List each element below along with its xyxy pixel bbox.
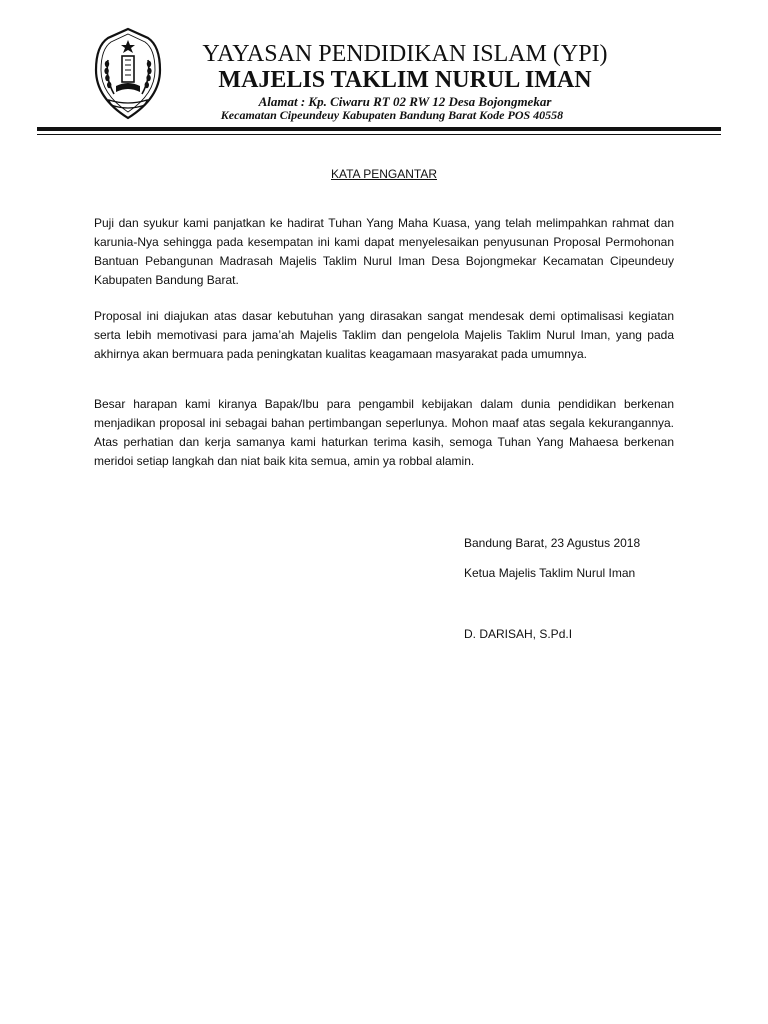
institution-name: MAJELIS TAKLIM NURUL IMAN (218, 67, 592, 93)
letterhead-divider-thin (37, 134, 721, 135)
address-line-1: Alamat : Kp. Ciwaru RT 02 RW 12 Desa Bojongmekar (258, 94, 552, 109)
paragraph-2: Proposal ini diajukan atas dasar kebutuhan yang dirasakan sangat mendesak demi optimalisasi kegiatan serta lebih memotivasi para jama’ah Majelis Taklim dan pengelola Majelis Taklim Nurul Iman, yang pada akhirnya akan bermuara pada peningkatan kualitas keagamaan masyarakat pada umumnya. (94, 309, 674, 361)
signature-name: D. DARISAH, S.Pd.I (464, 627, 573, 641)
signature-place-date: Bandung Barat, 23 Agustus 2018 (464, 536, 641, 550)
paragraph-3: Besar harapan kami kiranya Bapak/Ibu para pengambil kebijakan dalam dunia pendidikan berkenan menjadikan proposal ini sebagai bahan pertimbangan seperlunya. Mohon maaf atas segala kekurangannya. Atas perhatian dan kerja samanya kami haturkan terima kasih, semoga Tuhan Yang Mahaesa berkenan meridoi setiap langkah dan niat baik kita semua, amin ya robbal alamin. (94, 397, 674, 468)
letterhead-divider-thick (37, 127, 721, 131)
address-line-2: Kecamatan Cipeundeuy Kabupaten Bandung Barat Kode POS 40558 (220, 108, 564, 122)
paragraph-1: Puji dan syukur kami panjatkan ke hadirat Tuhan Yang Maha Kuasa, yang telah melimpahkan rahmat dan karunia-Nya sehingga pada kesempatan ini kami dapat menyelesaikan penyusunan Proposal Permohonan Bantuan Pebangunan Madrasah Majelis Taklim Nurul Iman Desa Bojongmekar Kecamatan Cipeundeuy Kabupaten Bandung Barat. (94, 216, 674, 287)
organization-name: YAYASAN PENDIDIKAN ISLAM (YPI) (202, 41, 608, 67)
document-title: KATA PENGANTAR (330, 167, 438, 181)
signature-position: Ketua Majelis Taklim Nurul Iman (464, 566, 636, 580)
